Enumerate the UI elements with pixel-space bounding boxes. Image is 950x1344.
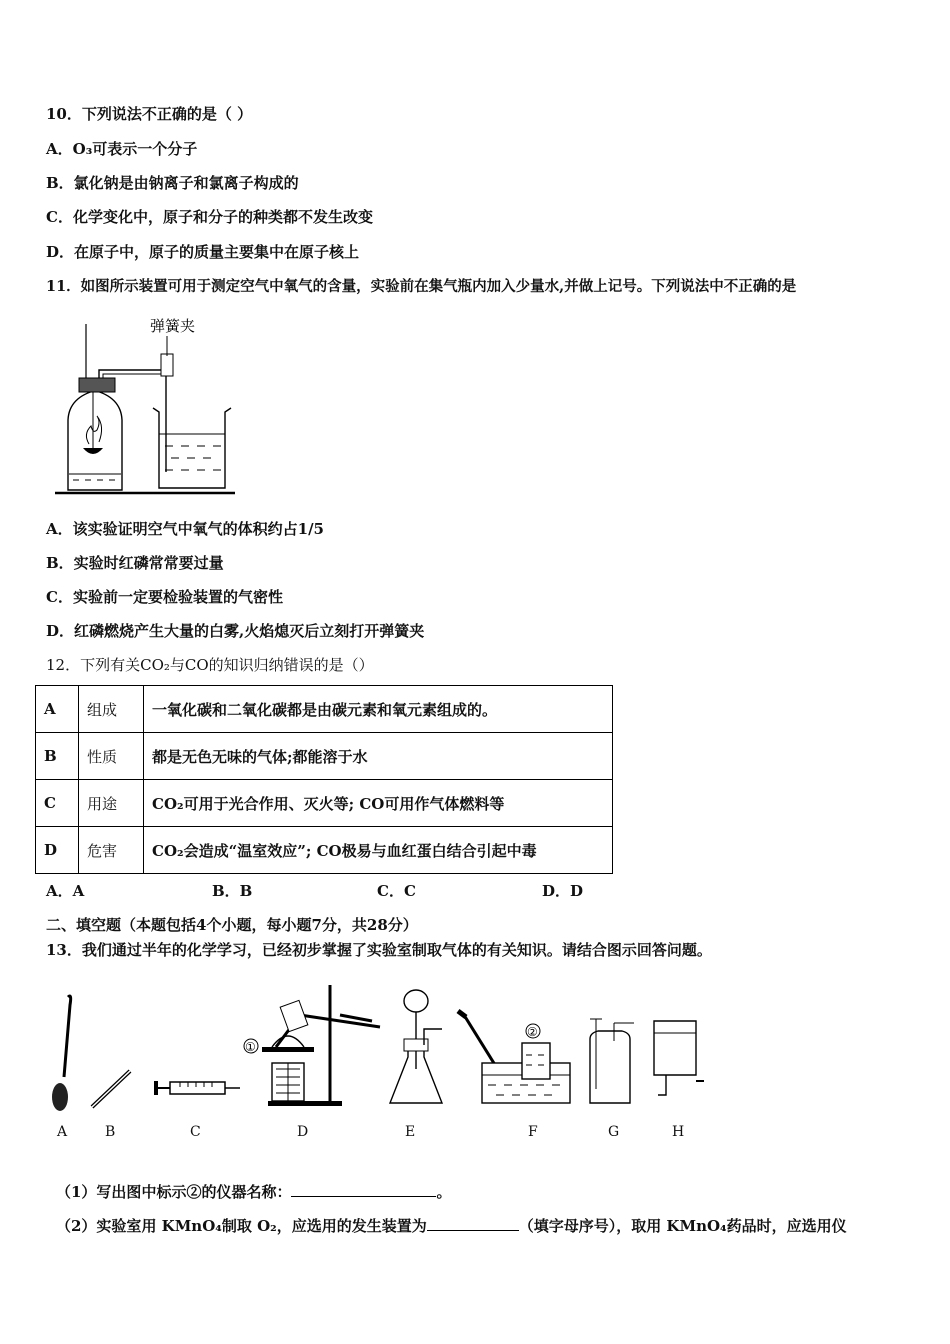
row-key: B [36, 733, 79, 780]
q10-option-c: C．化学变化中，原子和分子的种类都不发生改变 [46, 208, 373, 226]
section-heading: 二、填空题（本题包括4个小题，每小题7分，共28分） [46, 916, 418, 934]
table-row [36, 733, 613, 780]
q11-option-d: D．红磷燃烧产生大量的白雾,火焰熄灭后立刻打开弹簧夹 [46, 622, 425, 640]
q10-stem: 10．下列说法不正确的是（ ） [46, 105, 253, 123]
row-topic: 性质 [79, 733, 144, 780]
q11-stem: 11．如图所示装置可用于测定空气中氧气的含量，实验前在集气瓶内加入少量水,并做上记号。下列说法中不正确的是 [46, 278, 797, 295]
table-row [36, 780, 613, 827]
q13-part2-text: （2）实验室用 KMnO₄制取 O₂，应选用的发生装置为 [56, 1217, 427, 1235]
apparatus-label-d: D [297, 1124, 309, 1140]
lab-apparatus-figure [40, 985, 720, 1115]
apparatus-d-heating [244, 985, 380, 1106]
q12-table [35, 685, 613, 874]
row-content: 都是无色无味的气体;都能溶于水 [144, 733, 613, 780]
answer-blank-2[interactable] [427, 1216, 519, 1231]
oxygen-apparatus-figure [55, 312, 255, 497]
apparatus-label-g: G [608, 1124, 620, 1140]
q12-answer-c: C．C [377, 882, 416, 900]
row-topic: 用途 [79, 780, 144, 827]
apparatus-label-b: B [105, 1124, 116, 1140]
apparatus-label-f: F [528, 1124, 538, 1140]
row-topic: 组成 [79, 686, 144, 733]
apparatus-c-syringe [154, 1081, 240, 1095]
table-row [36, 686, 613, 733]
q13-stem: 13．我们通过半年的化学学习，已经初步掌握了实验室制取气体的有关知识。请结合图示回答问题。 [46, 941, 712, 959]
table-row [36, 827, 613, 874]
q10-option-a: A．O₃可表示一个分子 [46, 140, 198, 158]
q12-answer-a: A．A [46, 882, 85, 900]
row-key: A [36, 686, 79, 733]
apparatus-a-spoon [52, 996, 71, 1111]
apparatus-label-e: E [405, 1124, 416, 1140]
apparatus-label-h: H [672, 1124, 685, 1140]
q12-answer-d: D．D [542, 882, 584, 900]
q13-part1 [56, 1181, 451, 1202]
q13-part2 [56, 1215, 847, 1236]
q10-option-d: D．在原子中，原子的质量主要集中在原子核上 [46, 243, 360, 261]
q13-part1-end: 。 [436, 1183, 452, 1201]
row-key: D [36, 827, 79, 874]
q13-part2-end: （填字母序号），取用 KMnO₄药品时，应选用仪 [518, 1217, 847, 1235]
marker-2: ② [527, 1025, 538, 1039]
q12-answer-b: B．B [212, 882, 253, 900]
q11-option-c: C．实验前一定要检验装置的气密性 [46, 588, 283, 606]
apparatus-label-a: A [57, 1124, 68, 1140]
apparatus-h-bottle [654, 1021, 704, 1095]
spring-clip-label: 弹簧夹 [150, 317, 196, 335]
q13-part1-text: （1）写出图中标示②的仪器名称： [56, 1183, 292, 1201]
apparatus-g-bottle [590, 1019, 634, 1103]
apparatus-label-c: C [190, 1124, 201, 1140]
q11-option-a: A．该实验证明空气中氧气的体积约占1/5 [46, 520, 324, 538]
q10-option-b: B．氯化钠是由钠离子和氯离子构成的 [46, 174, 299, 192]
apparatus-f-trough [458, 1011, 570, 1103]
row-content: CO₂可用于光合作用、灭火等; CO可用作气体燃料等 [144, 780, 613, 827]
answer-blank-1[interactable] [291, 1182, 436, 1197]
apparatus-e-flask [390, 990, 442, 1103]
row-topic: 危害 [79, 827, 144, 874]
row-content: 一氧化碳和二氧化碳都是由碳元素和氧元素组成的。 [144, 686, 613, 733]
q12-stem: 12．下列有关CO₂与CO的知识归纳错误的是（） [46, 656, 374, 674]
row-content: CO₂会造成“温室效应”; CO极易与血红蛋白结合引起中毒 [144, 827, 613, 874]
marker-1: ① [245, 1040, 256, 1054]
q11-option-b: B．实验时红磷常常要过量 [46, 554, 224, 572]
row-key: C [36, 780, 79, 827]
